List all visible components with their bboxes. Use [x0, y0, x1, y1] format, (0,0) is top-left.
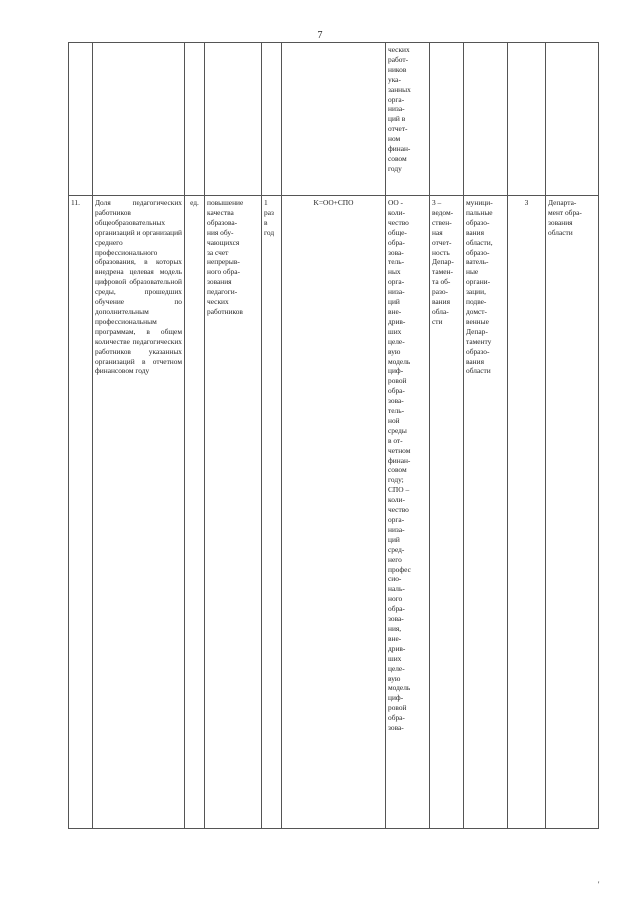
cell-direction: [205, 43, 262, 196]
cell-definitions: ОО - коли- чество обще- обра- зова- тель- ных орга- низа- ций вне- дрив- ших целе- вую модель циф- ровой обра- зова- тель- ной среды в от- четном финан- совом году; СПО – коли- чество орга- низа- ций сред- него профес сио- наль- ного обра- зова- ния, вне- дрив- ших целе- вую модель циф- ровой обра- зова-: [386, 196, 430, 829]
cell-department: [546, 43, 599, 196]
cell-responsible: муници- пальные образо- вания области, образо- ватель- ные органи- зации, подве- домст- венные Депар- таменту образо- вания области: [464, 196, 508, 829]
indicators-table: [68, 42, 599, 829]
cell-source: [430, 43, 464, 196]
cell-source: 3 – ведом- ствен- ная отчет- ность Депар- тамен- та об- разо- вания обла- сти: [430, 196, 464, 829]
cell-responsible: [464, 43, 508, 196]
cell-department: Департа- мент обра- зования области: [546, 196, 599, 829]
cell-name: [93, 43, 185, 196]
cell-unit: [185, 43, 205, 196]
cell-code: [508, 43, 546, 196]
table-row: [69, 43, 599, 196]
page-number: 7: [317, 30, 323, 41]
cell-periodicity: 1 раз в год: [262, 196, 282, 829]
cell-num: 11.: [69, 196, 93, 829]
corner-mark: ': [598, 880, 600, 889]
cell-direction: повышение качества образова- ния обу- чающихся за счет непрерыв- ного обра- зования педагоги- ческих работников: [205, 196, 262, 829]
table-row: [69, 196, 599, 829]
cell-periodicity: [262, 43, 282, 196]
cell-code: 3: [508, 196, 546, 829]
cell-definitions: ческих работ- ников ука- занных орга- низа- ций в отчет- ном финан- совом году: [386, 43, 430, 196]
cell-unit: ед.: [185, 196, 205, 829]
cell-num: [69, 43, 93, 196]
cell-formula: K=ОО+СПО: [282, 196, 386, 829]
cell-name: Доля педагогических работников общеобразовательных организаций и организаций среднего профессионального образования, в которых внедрена целевая модель цифровой образовательной среды, прошедших обучение по дополнительным профессиональным программам, в общем количестве педагогических работников указанных организаций в отчетном финансовом году: [93, 196, 185, 829]
cell-formula: [282, 43, 386, 196]
